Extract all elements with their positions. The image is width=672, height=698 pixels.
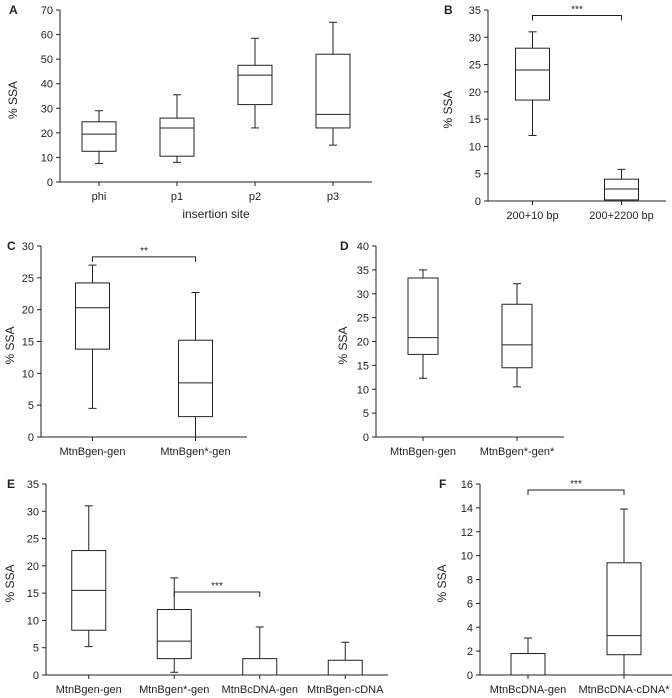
- iqr-box: [502, 304, 532, 368]
- category-label: 200+2200 bp: [589, 210, 654, 222]
- significance-bracket: [93, 257, 196, 262]
- iqr-box: [243, 659, 277, 675]
- category-label: MtnBgen-gen: [55, 684, 122, 696]
- y-tick-label: 30: [21, 241, 34, 253]
- y-axis-label: % SSA: [441, 90, 455, 129]
- category-label: MtnBcDNA-gen: [489, 684, 567, 696]
- y-tick-label: 4: [466, 622, 473, 635]
- y-tick-label: 15: [468, 114, 481, 127]
- y-axis-label: % SSA: [3, 564, 17, 603]
- y-tick-label: 10: [460, 550, 473, 563]
- panel-label: B: [444, 3, 453, 17]
- y-tick-label: 6: [466, 598, 473, 611]
- category-label: MtnBgen*-gen: [160, 446, 231, 458]
- iqr-box: [316, 54, 350, 128]
- y-tick-label: 0: [474, 196, 481, 208]
- category-label: p1: [170, 191, 184, 203]
- y-tick-label: 25: [26, 533, 39, 546]
- panel-e: [3, 477, 388, 696]
- significance-bracket: [174, 592, 260, 597]
- panel-c: [3, 239, 247, 458]
- y-tick-label: 5: [32, 642, 39, 655]
- y-tick-label: 25: [468, 59, 481, 72]
- y-tick-label: 25: [21, 272, 34, 285]
- category-label: MtnBgen-gen: [389, 446, 457, 458]
- iqr-box: [516, 48, 550, 100]
- panel-b: [441, 3, 666, 222]
- y-tick-label: 12: [460, 526, 473, 539]
- y-tick-label: 30: [40, 103, 53, 116]
- box-mtnbgen-cdna: [328, 642, 362, 675]
- significance-bracket: [528, 490, 624, 495]
- y-tick-label: 10: [468, 141, 481, 154]
- category-label: p3: [326, 191, 340, 203]
- category-label: MtnBgen-gen: [59, 446, 126, 458]
- significance-label: ***: [211, 581, 223, 593]
- y-tick-label: 5: [362, 408, 369, 421]
- category-label: MtnBgen*-gen*: [479, 446, 555, 458]
- significance-label: **: [140, 245, 148, 257]
- y-tick-label: 60: [40, 29, 53, 42]
- y-tick-label: 10: [26, 615, 39, 628]
- panel-label: E: [7, 477, 16, 491]
- box-mtnbgen-gen: [72, 506, 106, 647]
- box-p3: [316, 22, 350, 145]
- iqr-box: [607, 563, 641, 655]
- y-tick-label: 70: [40, 5, 53, 17]
- category-label: MtnBgen*-gen: [139, 684, 210, 696]
- iqr-box: [160, 118, 194, 156]
- significance-label: ***: [571, 4, 583, 16]
- y-tick-label: 0: [27, 432, 34, 444]
- y-tick-label: 10: [21, 368, 34, 381]
- iqr-box: [408, 278, 438, 354]
- y-axis-label: % SSA: [6, 80, 20, 120]
- iqr-box: [157, 610, 191, 659]
- y-tick-label: 10: [356, 384, 369, 397]
- x-axis-label: insertion site: [182, 207, 250, 221]
- y-axis-label: % SSA: [3, 326, 17, 365]
- iqr-box: [328, 660, 362, 675]
- panel-label: F: [439, 477, 447, 491]
- panel-a: [6, 3, 372, 221]
- y-tick-label: 20: [356, 336, 369, 349]
- y-tick-label: 0: [46, 177, 53, 189]
- box-phi: [82, 111, 116, 164]
- box-200-10-bp: [516, 32, 550, 136]
- y-tick-label: 20: [40, 127, 53, 140]
- panel-label: D: [340, 239, 349, 253]
- y-tick-label: 8: [466, 574, 473, 587]
- y-tick-label: 20: [21, 304, 34, 317]
- panel-label: C: [7, 239, 16, 253]
- panel-d: [336, 239, 564, 458]
- iqr-box: [76, 283, 110, 349]
- iqr-box: [511, 654, 545, 675]
- y-tick-label: 14: [460, 502, 473, 515]
- iqr-box: [238, 65, 272, 104]
- category-label: MtnBcDNA-gen: [221, 684, 298, 696]
- y-tick-label: 0: [362, 432, 369, 444]
- y-tick-label: 16: [460, 479, 473, 491]
- y-tick-label: 25: [356, 312, 369, 325]
- box-mtnbgen-gen: [408, 270, 438, 378]
- y-tick-label: 35: [468, 5, 481, 17]
- y-tick-label: 15: [21, 336, 34, 349]
- y-tick-label: 35: [356, 264, 369, 277]
- y-tick-label: 5: [474, 168, 481, 181]
- panel-f: [435, 477, 672, 696]
- y-tick-label: 5: [27, 400, 34, 413]
- significance-label: ***: [570, 478, 582, 490]
- box-200-2200-bp: [605, 169, 639, 201]
- box-p2: [238, 38, 272, 128]
- box-mtnbcdna-cdna-: [607, 509, 641, 675]
- panel-label: A: [9, 3, 18, 17]
- y-axis-label: % SSA: [435, 564, 449, 603]
- iqr-box: [82, 122, 116, 151]
- y-tick-label: 0: [466, 670, 473, 682]
- significance-bracket: [533, 15, 622, 20]
- box-mtnbgen-gen: [76, 265, 110, 408]
- box-mtnbgen-gen-: [502, 284, 532, 387]
- y-tick-label: 2: [466, 646, 473, 659]
- category-label: p2: [248, 191, 262, 203]
- iqr-box: [179, 340, 213, 416]
- y-tick-label: 10: [40, 152, 53, 165]
- y-tick-label: 35: [26, 479, 39, 491]
- iqr-box: [605, 179, 639, 200]
- category-label: phi: [91, 191, 107, 203]
- y-tick-label: 0: [32, 670, 39, 682]
- y-tick-label: 30: [468, 32, 481, 45]
- y-tick-label: 30: [26, 506, 39, 519]
- y-tick-label: 50: [40, 54, 53, 67]
- category-label: 200+10 bp: [506, 210, 559, 222]
- category-label: MtnBgen-cDNA: [307, 684, 384, 696]
- y-tick-label: 15: [356, 360, 369, 373]
- y-tick-label: 20: [26, 560, 39, 573]
- y-tick-label: 15: [26, 588, 39, 601]
- y-tick-label: 30: [356, 288, 369, 301]
- y-tick-label: 20: [468, 86, 481, 99]
- box-mtnbcdna-gen: [243, 627, 277, 675]
- y-tick-label: 40: [356, 241, 369, 253]
- box-mtnbcdna-gen: [511, 638, 545, 675]
- box-p1: [160, 95, 194, 163]
- y-tick-label: 40: [40, 78, 53, 91]
- box-mtnbgen-gen: [179, 292, 213, 437]
- category-label: MtnBcDNA-cDNA*: [578, 684, 670, 696]
- y-axis-label: % SSA: [336, 326, 350, 365]
